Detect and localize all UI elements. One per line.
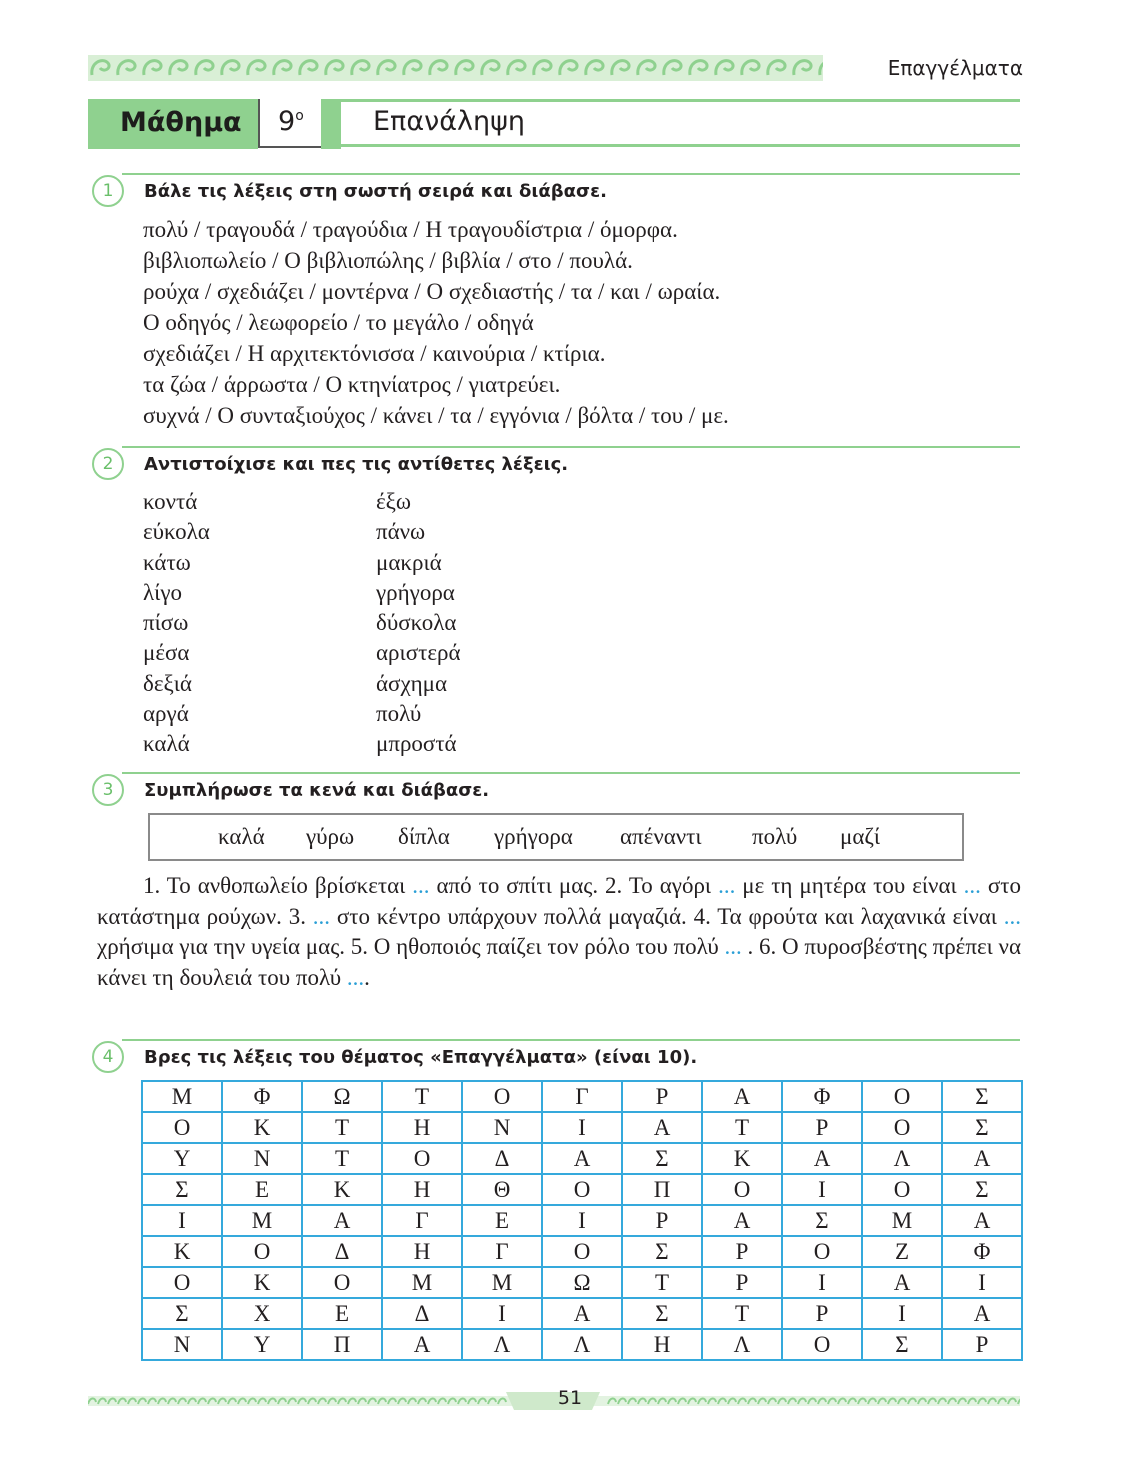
grid-cell: Η bbox=[382, 1112, 462, 1143]
grid-cell: Γ bbox=[382, 1205, 462, 1236]
grid-row bbox=[142, 1112, 1022, 1143]
grid-cell: Ο bbox=[862, 1174, 942, 1205]
word-item: αριστερά bbox=[376, 640, 461, 666]
word-bank bbox=[148, 813, 964, 861]
word-bank-item: μαζί bbox=[840, 824, 881, 849]
exercise-number-badge: 4 bbox=[92, 1041, 124, 1073]
grid-cell: Δ bbox=[302, 1236, 382, 1267]
grid-cell: Ο bbox=[142, 1267, 222, 1298]
grid-cell: Σ bbox=[942, 1081, 1022, 1112]
exercise-divider bbox=[122, 772, 1020, 774]
paragraph-text: από το σπίτι μας. 2. Το αγόρι bbox=[429, 873, 719, 898]
sentence-line: συχνά / Ο συνταξιούχος / κάνει / τα / εγγόνια / βόλτα / του / με. bbox=[143, 403, 729, 428]
grid-cell: Ο bbox=[222, 1236, 302, 1267]
grid-cell: Ν bbox=[462, 1112, 542, 1143]
grid-cell: Ρ bbox=[782, 1298, 862, 1329]
exercise-instruction: Αντιστοίχισε και πες τις αντίθετες λέξεις. bbox=[144, 454, 569, 475]
grid-row bbox=[142, 1143, 1022, 1174]
grid-cell: Π bbox=[302, 1329, 382, 1360]
grid-cell: Σ bbox=[942, 1112, 1022, 1143]
grid-cell: Ο bbox=[862, 1081, 942, 1112]
grid-cell: Λ bbox=[862, 1143, 942, 1174]
grid-cell: Γ bbox=[542, 1081, 622, 1112]
grid-cell: Κ bbox=[222, 1112, 302, 1143]
word-item: αργά bbox=[143, 701, 189, 727]
word-item: πάνω bbox=[376, 519, 426, 545]
grid-cell: Λ bbox=[542, 1329, 622, 1360]
grid-row bbox=[142, 1205, 1022, 1236]
page-number: 51 bbox=[557, 1387, 583, 1409]
grid-cell: Λ bbox=[462, 1329, 542, 1360]
word-item: πολύ bbox=[376, 701, 422, 727]
exercise-number-badge: 3 bbox=[92, 774, 124, 806]
grid-cell: Φ bbox=[942, 1236, 1022, 1267]
exercise-2-header bbox=[92, 446, 1020, 480]
exercise-instruction: Συμπλήρωσε τα κενά και διάβασε. bbox=[144, 780, 490, 801]
grid-cell: Ρ bbox=[942, 1329, 1022, 1360]
grid-cell: Ο bbox=[702, 1174, 782, 1205]
grid-cell: Τ bbox=[302, 1112, 382, 1143]
grid-cell: Ο bbox=[862, 1112, 942, 1143]
grid-cell: Υ bbox=[222, 1329, 302, 1360]
lesson-number-box bbox=[258, 99, 323, 148]
exercise-number-badge: 2 bbox=[92, 448, 124, 480]
blank-placeholder: ... bbox=[312, 903, 331, 929]
sentence-line: βιβλιοπωλείο / Ο βιβλιοπώλης / βιβλία / στο / πουλά. bbox=[143, 248, 633, 273]
paragraph-text: με τη μητέρα του είναι bbox=[735, 873, 964, 898]
blank-placeholder: ... bbox=[412, 873, 430, 898]
sentence-line: Ο οδηγός / λεωφορείο / το μεγάλο / οδηγά bbox=[143, 310, 534, 335]
exercise-divider bbox=[122, 173, 1020, 175]
grid-cell: Υ bbox=[142, 1143, 222, 1174]
word-item: εύκολα bbox=[143, 519, 210, 545]
grid-cell: Ο bbox=[542, 1174, 622, 1205]
grid-cell: Ι bbox=[542, 1205, 622, 1236]
grid-row bbox=[142, 1081, 1022, 1112]
word-item: μπροστά bbox=[376, 731, 457, 757]
grid-cell: Ι bbox=[942, 1267, 1022, 1298]
word-item: λίγο bbox=[143, 579, 183, 605]
word-bank-item: γύρω bbox=[306, 824, 355, 849]
blank-placeholder: ... bbox=[1003, 903, 1021, 929]
grid-row bbox=[142, 1329, 1022, 1360]
grid-cell: Ι bbox=[782, 1174, 862, 1205]
word-column-right bbox=[376, 487, 461, 760]
lesson-title: Επανάληψη bbox=[373, 106, 526, 137]
grid-row bbox=[142, 1174, 1022, 1205]
grid-cell: Δ bbox=[462, 1143, 542, 1174]
grid-cell: Ε bbox=[462, 1205, 542, 1236]
grid-cell: Ν bbox=[222, 1143, 302, 1174]
grid-cell: Σ bbox=[622, 1298, 702, 1329]
sentence-line: σχεδιάζει / Η αρχιτεκτόνισσα / καινούρια / κτίρια. bbox=[143, 341, 606, 366]
decorative-wave-band bbox=[88, 55, 823, 81]
grid-cell: Ε bbox=[222, 1174, 302, 1205]
grid-cell: Χ bbox=[222, 1298, 302, 1329]
grid-cell: Σ bbox=[862, 1329, 942, 1360]
grid-cell: Σ bbox=[942, 1174, 1022, 1205]
lesson-divider bbox=[321, 99, 341, 149]
grid-cell: Ν bbox=[142, 1329, 222, 1360]
exercise-divider bbox=[122, 1039, 1020, 1041]
grid-cell: Ι bbox=[782, 1267, 862, 1298]
word-search-grid bbox=[141, 1080, 1023, 1361]
topic-title: Επαγγέλματα bbox=[887, 56, 1023, 80]
sentence-line: πολύ / τραγουδά / τραγούδια / Η τραγουδίστρια / όμορφα. bbox=[143, 217, 678, 242]
grid-cell: Ι bbox=[462, 1298, 542, 1329]
exercise-4-header bbox=[92, 1039, 1020, 1073]
grid-cell: Κ bbox=[222, 1267, 302, 1298]
grid-cell: Α bbox=[702, 1205, 782, 1236]
grid-cell: Η bbox=[382, 1236, 462, 1267]
exercise-divider bbox=[122, 446, 1020, 448]
grid-cell: Μ bbox=[142, 1081, 222, 1112]
grid-cell: Α bbox=[942, 1205, 1022, 1236]
grid-cell: Κ bbox=[702, 1143, 782, 1174]
lesson-line-top bbox=[341, 99, 1020, 102]
grid-row bbox=[142, 1298, 1022, 1329]
paragraph-text: . bbox=[364, 964, 370, 990]
lesson-header bbox=[88, 99, 1020, 149]
exercise-instruction: Βρες τις λέξεις του θέματος «Επαγγέλματα» (είναι 10). bbox=[144, 1047, 698, 1068]
lesson-number: 9 bbox=[278, 106, 296, 137]
word-item: καλά bbox=[143, 731, 190, 757]
grid-cell: Θ bbox=[462, 1174, 542, 1205]
word-item: μακριά bbox=[376, 549, 442, 575]
grid-cell: Κ bbox=[142, 1236, 222, 1267]
paragraph-text: στο κατάστημα ρούχων. 3. bbox=[97, 873, 1021, 929]
grid-row bbox=[142, 1267, 1022, 1298]
paragraph-text: στο κέντρο υπάρχουν πολλά μαγαζιά. 4. Τα φρούτα και λαχανικά είναι bbox=[330, 903, 1004, 929]
grid-cell: Μ bbox=[862, 1205, 942, 1236]
grid-cell: Δ bbox=[382, 1298, 462, 1329]
exercise-1-header bbox=[92, 173, 1020, 207]
exercise-instruction: Βάλε τις λέξεις στη σωστή σειρά και διάβασε. bbox=[144, 181, 607, 202]
grid-cell: Κ bbox=[302, 1174, 382, 1205]
exercise-3-header bbox=[92, 772, 1020, 806]
grid-cell: Σ bbox=[142, 1174, 222, 1205]
grid-cell: Τ bbox=[382, 1081, 462, 1112]
grid-cell: Ω bbox=[542, 1267, 622, 1298]
grid-cell: Τ bbox=[702, 1112, 782, 1143]
grid-cell: Ρ bbox=[782, 1112, 862, 1143]
exercise-1-lines bbox=[143, 214, 729, 431]
grid-cell: Α bbox=[862, 1267, 942, 1298]
grid-cell: Λ bbox=[702, 1329, 782, 1360]
lesson-line-bottom bbox=[341, 144, 1020, 147]
grid-cell: Σ bbox=[782, 1205, 862, 1236]
grid-cell: Α bbox=[942, 1143, 1022, 1174]
word-bank-item: καλά bbox=[218, 824, 265, 849]
grid-cell: Α bbox=[702, 1081, 782, 1112]
grid-cell: Μ bbox=[222, 1205, 302, 1236]
word-item: μέσα bbox=[143, 640, 190, 666]
grid-cell: Σ bbox=[622, 1143, 702, 1174]
grid-cell: Ο bbox=[782, 1329, 862, 1360]
grid-cell: Π bbox=[622, 1174, 702, 1205]
grid-cell: Σ bbox=[622, 1236, 702, 1267]
word-item: γρήγορα bbox=[376, 579, 455, 605]
word-column-left bbox=[143, 487, 210, 760]
word-item: δεξιά bbox=[143, 670, 192, 696]
grid-cell: Ρ bbox=[622, 1081, 702, 1112]
grid-cell: Ο bbox=[382, 1143, 462, 1174]
grid-cell: Ο bbox=[782, 1236, 862, 1267]
word-item: πίσω bbox=[143, 610, 189, 636]
sentence-line: τα ζώα / άρρωστα / Ο κτηνίατρος / γιατρεύει. bbox=[143, 372, 561, 397]
word-bank-item: απέναντι bbox=[620, 824, 702, 849]
sentence-line: ρούχα / σχεδιάζει / μοντέρνα / Ο σχεδιαστής / τα / και / ωραία. bbox=[143, 279, 721, 304]
grid-cell: Α bbox=[942, 1298, 1022, 1329]
word-item: άσχημα bbox=[376, 670, 448, 696]
grid-cell: Τ bbox=[702, 1298, 782, 1329]
grid-cell: Σ bbox=[142, 1298, 222, 1329]
grid-cell: Τ bbox=[302, 1143, 382, 1174]
grid-cell: Ζ bbox=[862, 1236, 942, 1267]
paragraph-text: . 6. Ο πυροσβέστης πρέπει να κάνει τη δουλειά του πολύ bbox=[97, 934, 1021, 990]
grid-cell: Ω bbox=[302, 1081, 382, 1112]
grid-cell: Ρ bbox=[622, 1205, 702, 1236]
grid-cell: Ι bbox=[542, 1112, 622, 1143]
word-item: κάτω bbox=[143, 549, 191, 575]
blank-placeholder: ... bbox=[346, 964, 365, 990]
word-item: δύσκολα bbox=[376, 610, 457, 636]
blank-placeholder: ... bbox=[724, 934, 742, 959]
grid-cell: Η bbox=[622, 1329, 702, 1360]
word-bank-item: δίπλα bbox=[398, 824, 450, 849]
lesson-number-sup: ο bbox=[295, 108, 304, 124]
grid-cell: Ο bbox=[302, 1267, 382, 1298]
fill-in-paragraph bbox=[97, 871, 1021, 993]
grid-cell: Ρ bbox=[702, 1236, 782, 1267]
grid-cell: Ο bbox=[142, 1112, 222, 1143]
word-bank-item: πολύ bbox=[752, 824, 798, 849]
paragraph-text: 1. Το ανθοπωλείο βρίσκεται bbox=[143, 873, 413, 898]
grid-cell: Ο bbox=[542, 1236, 622, 1267]
grid-cell: Α bbox=[782, 1143, 862, 1174]
grid-cell: Μ bbox=[462, 1267, 542, 1298]
blank-placeholder: ... bbox=[963, 873, 981, 898]
grid-row bbox=[142, 1236, 1022, 1267]
grid-cell: Φ bbox=[222, 1081, 302, 1112]
grid-cell: Α bbox=[542, 1143, 622, 1174]
word-item: κοντά bbox=[143, 489, 198, 514]
grid-cell: Ρ bbox=[702, 1267, 782, 1298]
grid-cell: Μ bbox=[382, 1267, 462, 1298]
grid-cell: Α bbox=[542, 1298, 622, 1329]
grid-cell: Η bbox=[382, 1174, 462, 1205]
grid-cell: Α bbox=[302, 1205, 382, 1236]
grid-cell: Α bbox=[622, 1112, 702, 1143]
grid-cell: Ι bbox=[142, 1205, 222, 1236]
grid-cell: Γ bbox=[462, 1236, 542, 1267]
lesson-label-box bbox=[88, 99, 258, 149]
paragraph-text: χρήσιμα για την υγεία μας. 5. Ο ηθοποιός παίζει τον ρόλο του πολύ bbox=[97, 934, 725, 959]
grid-cell: Ι bbox=[862, 1298, 942, 1329]
grid-cell: Α bbox=[382, 1329, 462, 1360]
word-item: έξω bbox=[376, 489, 412, 514]
grid-cell: Ο bbox=[462, 1081, 542, 1112]
grid-cell: Φ bbox=[782, 1081, 862, 1112]
grid-cell: Τ bbox=[622, 1267, 702, 1298]
exercise-number-badge: 1 bbox=[92, 175, 124, 207]
word-bank-item: γρήγορα bbox=[494, 824, 573, 849]
blank-placeholder: ... bbox=[718, 873, 736, 898]
grid-cell: Ε bbox=[302, 1298, 382, 1329]
lesson-label: Μάθημα bbox=[120, 107, 242, 138]
